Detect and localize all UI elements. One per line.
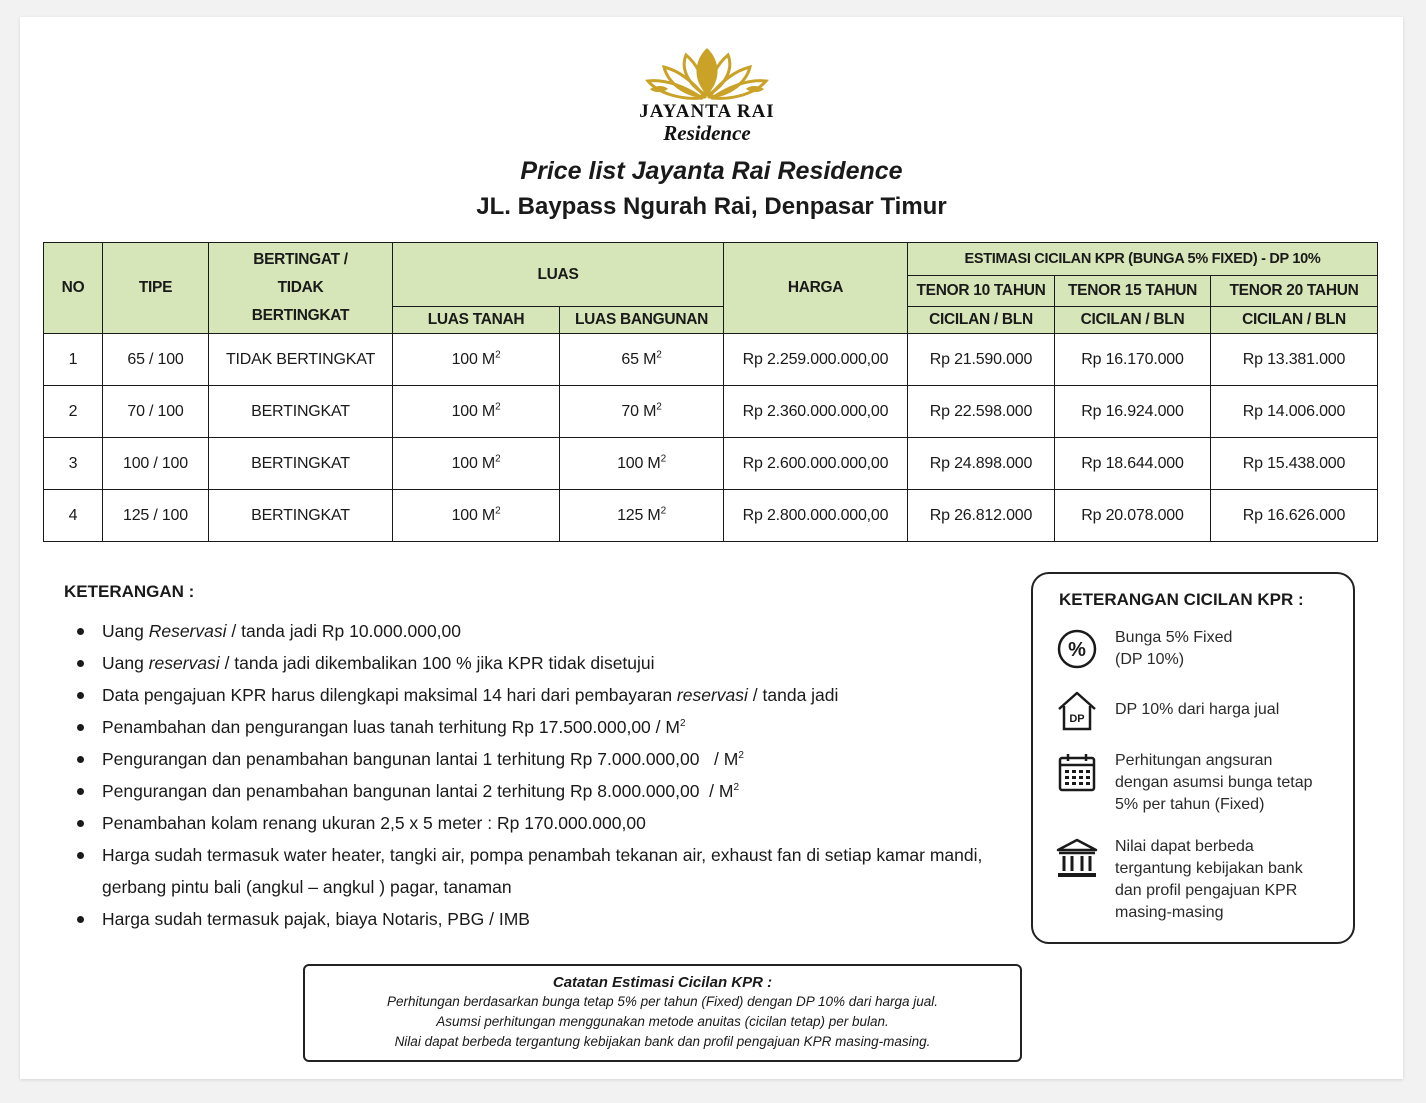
header-tenor-15: TENOR 15 TAHUN [1055, 276, 1211, 307]
cell-luas-tanah [393, 490, 560, 542]
unit-exponent: 2 [738, 750, 744, 762]
header-bertingkat [209, 243, 393, 334]
table-row [44, 334, 1378, 386]
value: 70 [621, 402, 639, 420]
cell-cicilan-15: Rp 16.924.000 [1055, 386, 1211, 438]
list-item [64, 807, 1024, 839]
header-luas: LUAS [393, 243, 724, 307]
value: 100 [451, 454, 478, 472]
unit-exponent: 2 [660, 453, 666, 465]
kpr-item-text: DP 10% dari harga jual [1115, 701, 1280, 718]
cell-cicilan-10: Rp 21.590.000 [908, 334, 1055, 386]
cell-luas-bangunan [560, 490, 724, 542]
header-tipe: TIPE [103, 243, 209, 334]
cell-harga: Rp 2.600.000.000,00 [724, 438, 908, 490]
cell-cicilan-20: Rp 15.438.000 [1211, 438, 1378, 490]
note-text: / tanda jadi [747, 685, 839, 705]
cell-cicilan-10: Rp 22.598.000 [908, 386, 1055, 438]
catatan-line: Perhitungan berdasarkan bunga tetap 5% per tahun (Fixed) dengan DP 10% dari harga jual. [386, 994, 939, 1009]
header-cicilan-20: CICILAN / BLN [1211, 307, 1378, 334]
cell-no: 1 [44, 334, 103, 386]
list-item [64, 679, 1024, 711]
value: 100 [451, 402, 478, 420]
logo [632, 45, 782, 167]
note-text: Penambahan kolam renang ukuran 2,5 x 5 meter : Rp 170.000.000,00 [102, 813, 646, 833]
price-table [43, 242, 1378, 542]
catatan-line: Nilai dapat berbeda tergantung kebijakan bank dan profil pengajuan KPR masing-masing. [394, 1034, 931, 1049]
unit: M [481, 402, 496, 420]
cell-harga: Rp 2.360.000.000,00 [724, 386, 908, 438]
value: 100 [617, 454, 644, 472]
cell-cicilan-20: Rp 16.626.000 [1211, 490, 1378, 542]
list-item [64, 743, 1024, 775]
unit: M [481, 350, 496, 368]
header-cicilan-10: CICILAN / BLN [908, 307, 1055, 334]
cell-bertingkat: BERTINGKAT [209, 490, 393, 542]
list-item [64, 903, 1024, 935]
brand-tagline: Residence [663, 121, 751, 145]
unit-exponent: 2 [679, 718, 686, 730]
house-dp-icon [1055, 689, 1099, 733]
page-subtitle: JL. Baypass Ngurah Rai, Denpasar Timur [476, 193, 947, 220]
value: 125 [617, 506, 644, 524]
header-harga: HARGA [724, 243, 908, 334]
cell-luas-bangunan [560, 334, 724, 386]
header-tenor-10: TENOR 10 TAHUN [908, 276, 1055, 307]
cell-harga: Rp 2.800.000.000,00 [724, 490, 908, 542]
note-text: / tanda jadi Rp 10.000.000,00 [226, 621, 462, 641]
unit-exponent: 2 [656, 349, 662, 361]
note-text: / tanda jadi dikembalikan 100 % jika KPR tidak disetujui [219, 653, 655, 673]
cell-luas-bangunan [560, 386, 724, 438]
unit: M [643, 402, 657, 420]
lotus-icon [642, 45, 772, 100]
unit-exponent: 2 [495, 401, 501, 413]
cell-luas-bangunan [560, 438, 724, 490]
kpr-info-title: KETERANGAN CICILAN KPR : [1059, 590, 1304, 609]
kpr-item-text: Perhitungan angsuran dengan asumsi bunga tetap 5% per tahun (Fixed) [1115, 752, 1313, 813]
table-row [44, 438, 1378, 490]
note-text: Pengurangan dan penambahan bangunan lantai 1 terhitung Rp 7.000.000,00 / M [102, 749, 739, 769]
unit: M [643, 350, 657, 368]
calendar-icon [1055, 750, 1099, 794]
unit-exponent: 2 [660, 505, 666, 517]
list-item [64, 711, 1024, 743]
cell-cicilan-15: Rp 16.170.000 [1055, 334, 1211, 386]
value: 100 [451, 350, 478, 368]
cell-cicilan-20: Rp 13.381.000 [1211, 334, 1378, 386]
note-text: Penambahan dan pengurangan luas tanah terhitung Rp 17.500.000,00 / M [102, 717, 680, 737]
header-bertingkat-label: BERTINGAT / TIDAK BERTINGKAT [251, 251, 350, 324]
cell-no: 3 [44, 438, 103, 490]
unit-exponent: 2 [656, 401, 662, 413]
table-row [44, 386, 1378, 438]
unit-exponent: 2 [495, 349, 501, 361]
catatan-box [303, 964, 1022, 1062]
cell-cicilan-15: Rp 20.078.000 [1055, 490, 1211, 542]
list-item [64, 839, 1024, 903]
percent-icon [1055, 627, 1099, 671]
header-no: NO [44, 243, 103, 334]
cell-luas-tanah [393, 438, 560, 490]
brand-name: JAYANTA RAI [639, 101, 775, 122]
list-item [64, 775, 1024, 807]
cell-luas-tanah [393, 334, 560, 386]
unit: M [481, 454, 496, 472]
cell-tipe: 65 / 100 [103, 334, 209, 386]
note-emphasis: reservasi [148, 653, 220, 673]
header-luas-tanah: LUAS TANAH [393, 307, 560, 334]
percent-glyph: % [1068, 639, 1086, 661]
cell-luas-tanah [393, 386, 560, 438]
note-text: Harga sudah termasuk pajak, biaya Notaris, PBG / IMB [102, 909, 530, 929]
header-tenor-20: TENOR 20 TAHUN [1211, 276, 1378, 307]
cell-tipe: 70 / 100 [103, 386, 209, 438]
value: 65 [621, 350, 639, 368]
note-text: Data pengajuan KPR harus dilengkapi maksimal 14 hari dari pembayaran [102, 685, 677, 705]
cell-cicilan-15: Rp 18.644.000 [1055, 438, 1211, 490]
note-emphasis: Reservasi [148, 621, 227, 641]
kpr-item-text: Nilai dapat berbeda tergantung kebijakan bank dan profil pengajuan KPR masing-masing [1115, 838, 1303, 921]
cell-harga: Rp 2.259.000.000,00 [724, 334, 908, 386]
kpr-info-box [1031, 572, 1355, 944]
bank-icon [1055, 836, 1099, 880]
catatan-title: Catatan Estimasi Cicilan KPR : [552, 974, 773, 991]
table-row [44, 490, 1378, 542]
cell-cicilan-20: Rp 14.006.000 [1211, 386, 1378, 438]
cell-no: 2 [44, 386, 103, 438]
note-text: Uang [102, 653, 149, 673]
unit: M [481, 506, 496, 524]
notes-list [64, 615, 1024, 935]
cell-bertingkat: BERTINGKAT [209, 438, 393, 490]
cell-cicilan-10: Rp 26.812.000 [908, 490, 1055, 542]
cell-bertingkat: BERTINGKAT [209, 386, 393, 438]
value: 100 [451, 506, 478, 524]
notes-title: KETERANGAN : [64, 582, 195, 601]
note-text: Uang [102, 621, 149, 641]
cell-cicilan-10: Rp 24.898.000 [908, 438, 1055, 490]
cell-tipe: 100 / 100 [103, 438, 209, 490]
header-luas-bangunan: LUAS BANGUNAN [560, 307, 724, 334]
header-cicilan-15: CICILAN / BLN [1055, 307, 1211, 334]
note-text: Pengurangan dan penambahan bangunan lantai 2 terhitung Rp 8.000.000,00 / M [102, 781, 734, 801]
note-text: Harga sudah termasuk water heater, tangki air, pompa penambah tekanan air, exhaust fan di setiap kamar mandi, gerbang pintu bali (angkul – angkul ) pagar, tanaman [102, 845, 983, 897]
header-estimasi: ESTIMASI CICILAN KPR (BUNGA 5% FIXED) - DP 10% [908, 243, 1378, 276]
unit-exponent: 2 [495, 505, 501, 517]
cell-no: 4 [44, 490, 103, 542]
unit: M [647, 506, 661, 524]
unit-exponent: 2 [495, 453, 501, 465]
unit-exponent: 2 [733, 782, 740, 794]
list-item [64, 647, 1024, 679]
catatan-line: Asumsi perhitungan menggunakan metode anuitas (cicilan tetap) per bulan. [436, 1014, 889, 1029]
dp-glyph: DP [1069, 713, 1085, 725]
list-item [64, 615, 1024, 647]
note-emphasis: reservasi [676, 685, 748, 705]
kpr-item-text: Bunga 5% Fixed (DP 10%) [1115, 629, 1233, 668]
cell-bertingkat: TIDAK BERTINGKAT [209, 334, 393, 386]
page-title: Price list Jayanta Rai Residence [520, 157, 903, 185]
cell-tipe: 125 / 100 [103, 490, 209, 542]
unit: M [647, 454, 661, 472]
price-sheet [20, 17, 1403, 1079]
